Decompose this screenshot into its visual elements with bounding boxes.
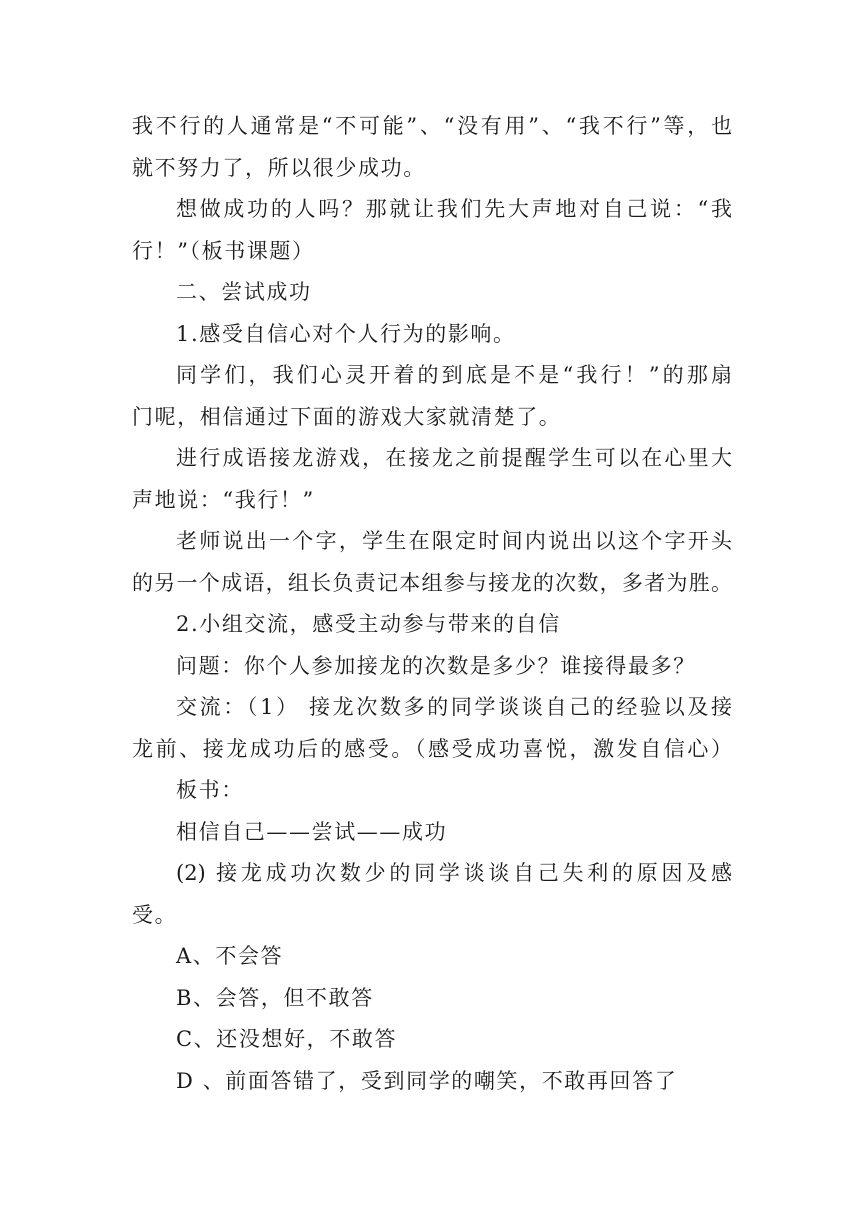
paragraph-line: 同学们，我们心灵开着的到底是不是“我行！”的那扇 bbox=[176, 363, 732, 387]
document-body bbox=[132, 106, 732, 1102]
board-writing-content: 相信自己——尝试——成功 bbox=[176, 819, 448, 844]
paragraph-line: 行！”（板书课题） bbox=[132, 238, 315, 263]
paragraph-line: 的另一个成语，组长负责记本组参与接龙的次数，多者为胜。 bbox=[132, 570, 732, 595]
paragraph-line: 龙前、接龙成功后的感受。（感受成功喜悦，激发自信心） bbox=[132, 736, 732, 761]
list-item: A、不会答 bbox=[176, 944, 284, 968]
list-item: C、还没想好，不敢答 bbox=[176, 1027, 398, 1051]
paragraph-line: 老师说出一个字，学生在限定时间内说出以这个字开头 bbox=[176, 529, 732, 553]
subsection-heading: 1.感受自信心对个人行为的影响。 bbox=[176, 321, 516, 346]
paragraph-line: (2) 接龙成功次数少的同学谈谈自己失利的原因及感 bbox=[176, 861, 732, 885]
paragraph-line: 声地说：“我行！” bbox=[132, 487, 315, 512]
paragraph-line: 受。 bbox=[132, 902, 178, 927]
paragraph-line: 进行成语接龙游戏，在接龙之前提醒学生可以在心里大 bbox=[176, 446, 732, 470]
paragraph-line: 我不行的人通常是“不可能”、“没有用”、“我不行”等，也 bbox=[132, 114, 732, 138]
section-heading: 二、尝试成功 bbox=[176, 280, 312, 304]
board-writing-label: 板书： bbox=[176, 778, 244, 802]
paragraph-line: 问题：你个人参加接龙的次数是多少？谁接得最多？ bbox=[176, 653, 696, 678]
paragraph-line: 就不努力了，所以很少成功。 bbox=[132, 155, 426, 180]
paragraph-line: 想做成功的人吗？那就让我们先大声地对自己说：“我 bbox=[176, 197, 732, 221]
list-item: D 、前面答错了，受到同学的嘲笑，不敢再回答了 bbox=[176, 1068, 678, 1093]
paragraph-line: 门呢，相信通过下面的游戏大家就清楚了。 bbox=[132, 404, 562, 429]
paragraph-line: 交流：（1） 接龙次数多的同学谈谈自己的经验以及接 bbox=[176, 695, 732, 719]
list-item: B、会答，但不敢答 bbox=[176, 985, 374, 1010]
subsection-heading: 2.小组交流，感受主动参与带来的自信 bbox=[176, 612, 561, 636]
